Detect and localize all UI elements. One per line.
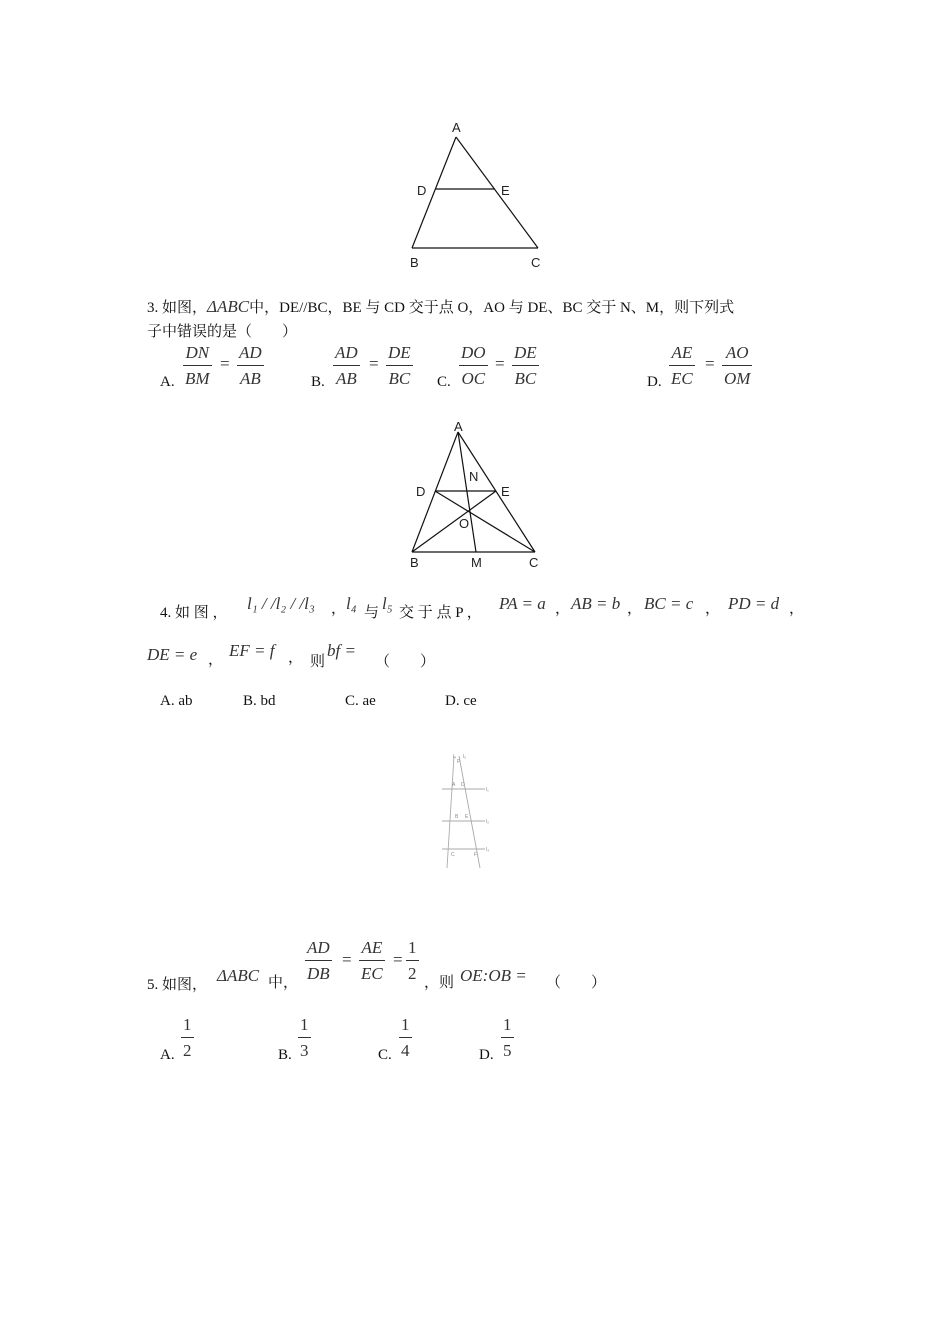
- label-c: C: [451, 852, 455, 858]
- q4-then: 则: [310, 654, 326, 670]
- fraction: 1 2: [183, 1015, 192, 1060]
- label-a: A: [452, 120, 461, 135]
- equals-sign: =: [220, 354, 230, 373]
- q3-text1: 中，DE//BC，BE 与 CD 交于点 O，AO 与 DE、BC 交于 N、M，则下列式: [249, 300, 735, 316]
- option-letter: D.: [479, 1047, 494, 1063]
- q4-comma: ，: [331, 601, 347, 617]
- q3-triangle: ΔABC: [207, 297, 250, 316]
- equals-sign: =: [705, 354, 715, 373]
- q4-ab: AB = b: [571, 594, 621, 613]
- q4-l5: l₅: [382, 594, 393, 613]
- option-letter: A.: [160, 1047, 175, 1063]
- fraction: 1 3: [300, 1015, 309, 1060]
- label-n: N: [469, 469, 479, 484]
- label-d: D: [417, 183, 427, 198]
- q4-ef: EF = f: [229, 641, 275, 660]
- q4-text1: 交 于 点 P ，: [399, 605, 482, 621]
- q4-pd: PD = d: [728, 594, 780, 613]
- figure-triangle-cevians: [400, 415, 560, 575]
- option-letter: B.: [278, 1047, 292, 1063]
- equals-sign: =: [393, 950, 403, 969]
- q4-bf: bf =: [327, 641, 356, 660]
- fraction: AD DB: [307, 938, 330, 983]
- fraction: AE EC: [361, 938, 383, 983]
- fraction: DE BC: [388, 343, 411, 388]
- label-f: F: [474, 852, 478, 858]
- option-letter: D.: [647, 374, 662, 390]
- label-c: C: [529, 555, 539, 570]
- q4-option-d: D. ce: [445, 693, 477, 709]
- q3-number: 3. 如图，: [147, 300, 208, 316]
- equals-sign: =: [369, 354, 379, 373]
- label-e: E: [501, 484, 510, 499]
- fraction: 1 2: [408, 938, 417, 983]
- label-b: B: [455, 814, 459, 820]
- q3-line2: 子中错误的是（ ）: [147, 324, 298, 340]
- label-p: P: [457, 759, 461, 765]
- label-a: A: [452, 782, 456, 788]
- q4-l4: l₄: [346, 594, 357, 613]
- label-l3: l₃: [486, 847, 490, 853]
- option-letter: C.: [437, 374, 451, 390]
- label-e: E: [465, 814, 469, 820]
- label-l5: l₅: [463, 754, 467, 760]
- q4-comma: ，: [789, 601, 805, 617]
- q4-option-c: C. ae: [345, 693, 376, 709]
- q4-de: DE = e: [147, 645, 198, 664]
- q5-answer-paren: （ ）: [546, 975, 607, 991]
- q4-number: 4. 如 图 ，: [160, 605, 228, 621]
- q5-then: ，则: [424, 975, 455, 991]
- q4-option-a: A. ab: [160, 693, 193, 709]
- fraction: 1 5: [503, 1015, 512, 1060]
- fraction: AD AB: [239, 343, 262, 388]
- option-letter: B.: [311, 374, 325, 390]
- q4-comma: ，: [555, 601, 571, 617]
- q5-number: 5. 如图，: [147, 977, 208, 993]
- figure-parallel-lines: [440, 752, 500, 872]
- label-c: C: [531, 255, 541, 270]
- figure-triangle-de-bc: [400, 115, 560, 275]
- q5-triangle: ΔABC: [217, 966, 260, 985]
- q4-comma: ，: [627, 601, 643, 617]
- q5-mid: 中，: [268, 975, 299, 991]
- label-d: D: [416, 484, 426, 499]
- fraction: AE EC: [671, 343, 693, 388]
- fraction: AD AB: [335, 343, 358, 388]
- q4-comma: ，: [208, 652, 224, 668]
- fraction: DN BM: [185, 343, 210, 388]
- label-d: D: [461, 782, 465, 788]
- q4-comma: ，: [705, 601, 721, 617]
- fraction: DE BC: [514, 343, 537, 388]
- q4-and: 与: [364, 605, 380, 621]
- q4-parallel-lines: l₁ / /l₂ / /l₃: [247, 594, 315, 613]
- q4-answer-paren: （ ）: [375, 654, 436, 670]
- equals-sign: =: [495, 354, 505, 373]
- fraction: DO OC: [461, 343, 486, 388]
- q3-line1: [147, 296, 734, 317]
- q5-ratio: OE:OB =: [460, 966, 527, 985]
- q4-bc: BC = c: [644, 594, 694, 613]
- q4-pa: PA = a: [499, 594, 546, 613]
- label-m: M: [471, 555, 482, 570]
- label-e: E: [501, 183, 510, 198]
- label-o: O: [459, 516, 470, 531]
- q4-option-b: B. bd: [243, 693, 276, 709]
- label-l4: l₄: [453, 754, 457, 760]
- label-b: B: [410, 255, 419, 270]
- fraction: AO OM: [724, 343, 751, 388]
- option-letter: A.: [160, 374, 175, 390]
- label-b: B: [410, 555, 419, 570]
- fraction: 1 4: [401, 1015, 410, 1060]
- label-l2: l₂: [486, 819, 490, 825]
- option-letter: C.: [378, 1047, 392, 1063]
- label-a: A: [454, 419, 463, 434]
- equals-sign: =: [342, 950, 352, 969]
- label-l1: l₁: [486, 787, 489, 793]
- q4-comma: ，: [288, 650, 304, 666]
